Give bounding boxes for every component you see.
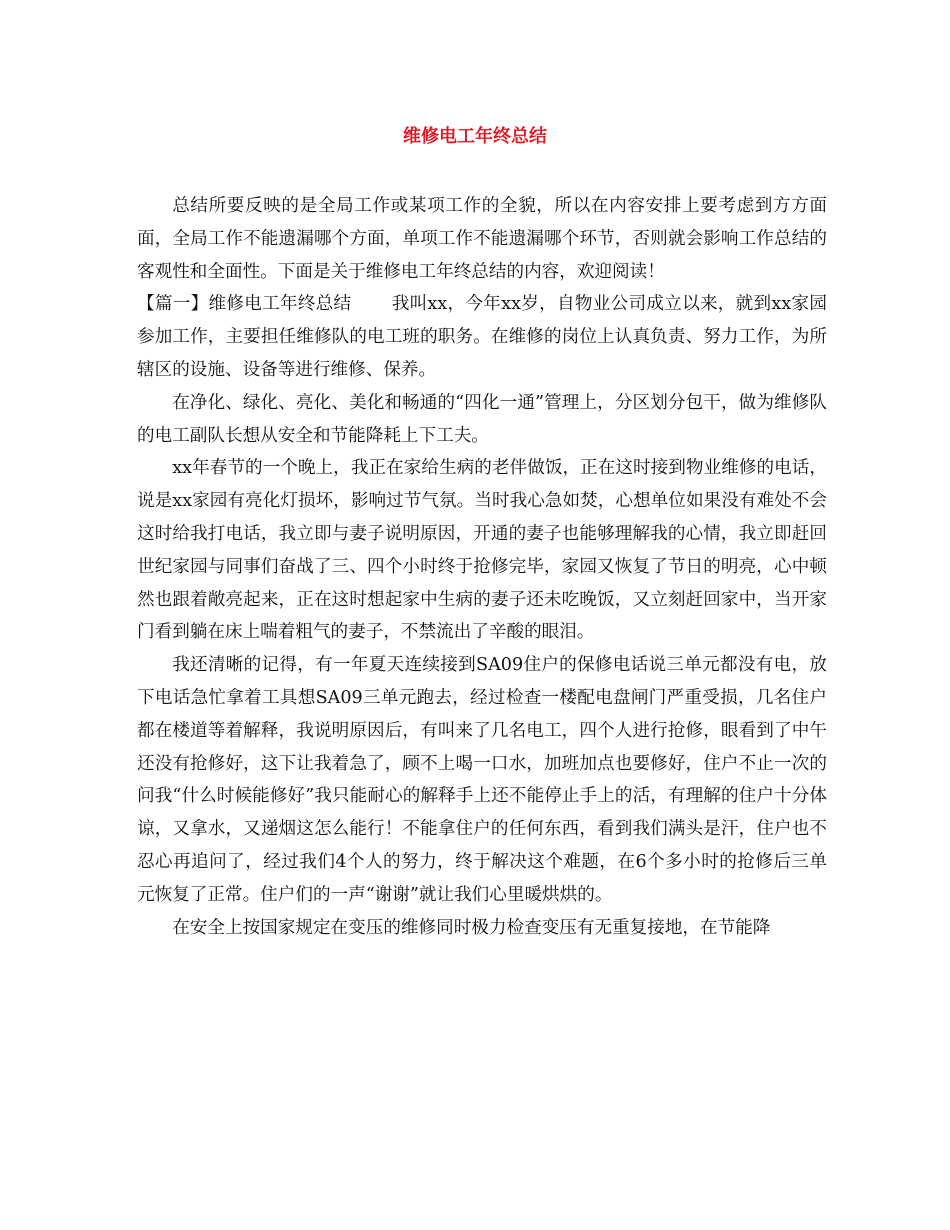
intro-paragraph: 总结所要反映的是全局工作或某项工作的全貌，所以在内容安排上要考虑到方方面面，全局工作不能遗漏哪个方面，单项工作不能遗漏哪个环节，否则就会影响工作总结的客观性和全面性。下面是关于维修电工年终总结的内容，欢迎阅读！ [137, 196, 827, 282]
section-paragraph [137, 288, 827, 386]
document-body [137, 190, 827, 944]
body-paragraph-2: xx年春节的一个晚上，我正在家给生病的老伴做饭，正在这时接到物业维修的电话，说是xx家园有亮化灯损坏，影响过节气氛。当时我心急如焚，心想单位如果没有难处不会这时给我打电话，我立即与妻子说明原因，开通的妻子也能够理解我的心情，我立即赶回世纪家园与同事们奋战了三、四个小时终于抢修完毕，家园又恢复了节日的明亮，心中顿然也跟着敞亮起来，正在这时想起家中生病的妻子还未吃晚饭，又立刻赶回家中，当开家门看到躺在床上喘着粗气的妻子，不禁流出了辛酸的眼泪。 [137, 458, 827, 643]
document-title: 维修电工年终总结 [403, 126, 547, 147]
body-paragraph-4: 在安全上按国家规定在变压的维修同时极力检查变压有无重复接地，在节能降 [172, 917, 771, 938]
section-heading: 【篇一】维修电工年终总结 [137, 294, 352, 315]
body-paragraph-3: 我还清晰的记得，有一年夏天连续接到SA09住户的保修电话说三单元都没有电，放下电话急忙拿着工具想SA09三单元跑去，经过检查一楼配电盘闸门严重受损，几名住户都在楼道等着解释，我说明原因后，有叫来了几名电工，四个人进行抢修，眼看到了中午还没有抢修好，这下让我着急了，顾不上喝一口水，加班加点也要修好，住户不止一次的问我“什么时候能修好”我只能耐心的解释手上还不能停止手上的活，有理解的住户十分体谅，又拿水，又递烟这怎么能行！不能拿住户的任何东西，看到我们满头是汗，住户也不忍心再追问了，经过我们4个人的努力，终于解决这个难题，在6个多小时的抢修后三单元恢复了正常。住户们的一声“谢谢”就让我们心里暖烘烘的。 [137, 655, 827, 905]
section-first-text: 我叫xx，今年xx岁，自物业公司成立以来，就到xx家园参加工作，主要担任维修队的电工班的职务。在维修的岗位上认真负责、努力工作，为所辖区的设施、设备等进行维修、保养。 [137, 294, 827, 380]
body-paragraph-1: 在净化、绿化、亮化、美化和畅通的“四化一通”管理上，分区划分包干，做为维修队的电工副队长想从安全和节能降耗上下工夫。 [137, 392, 827, 446]
